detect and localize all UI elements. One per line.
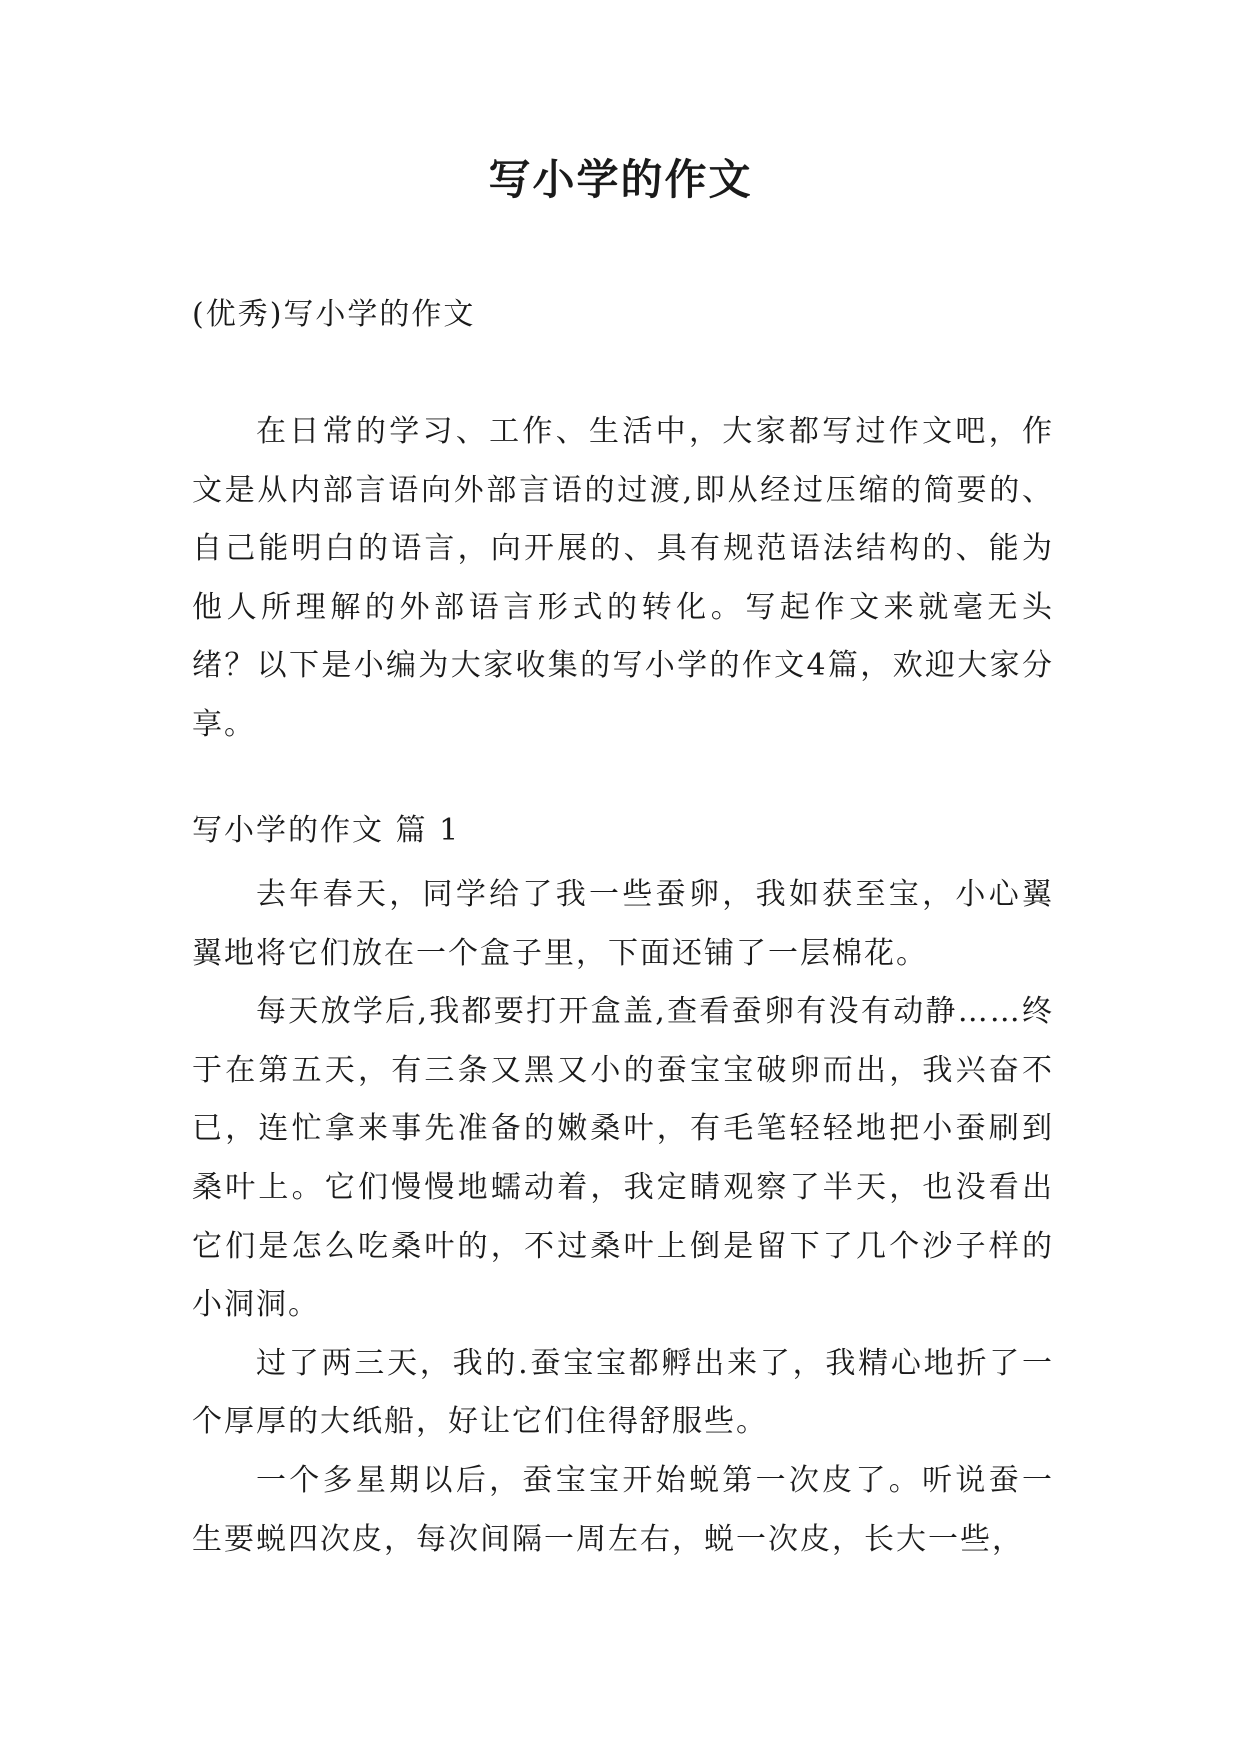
article-paragraph-2: 每天放学后,我都要打开盒盖,查看蚕卵有没有动静……终于在第五天，有三条又黑又小的蚕宝宝破卵而出，我兴奋不已，连忙拿来事先准备的嫩桑叶，有毛笔轻轻地把小蚕刷到桑叶上。它们慢慢地蠕动着，我定睛观察了半天，也没看出它们是怎么吃桑叶的，不过桑叶上倒是留下了几个沙子样的小洞洞。 [192, 994, 1054, 1323]
article-paragraph-1: 去年春天，同学给了我一些蚕卵，我如获至宝，小心翼翼地将它们放在一个盒子里，下面还铺了一层棉花。 [192, 877, 1054, 971]
section-heading: 写小学的作文 篇 1 [192, 813, 461, 848]
document-subtitle: (优秀)写小学的作文 [192, 297, 476, 332]
intro-section [192, 403, 1054, 755]
intro-paragraph: 在日常的学习、工作、生活中，大家都写过作文吧，作文是从内部言语向外部言语的过渡,即从经过压缩的简要的、自己能明白的语言，向开展的、具有规范语法结构的、能为他人所理解的外部语言形式的转化。写起作文来就毫无头绪？以下是小编为大家收集的写小学的作文4篇，欢迎大家分享。 [192, 414, 1054, 742]
article-body [192, 866, 1054, 1569]
document-title: 写小学的作文 [488, 155, 753, 204]
article-paragraph-4: 一个多星期以后，蚕宝宝开始蜕第一次皮了。听说蚕一生要蜕四次皮，每次间隔一周左右，蜕一次皮，长大一些， [192, 1462, 1054, 1557]
article-paragraph-3: 过了两三天，我的.蚕宝宝都孵出来了，我精心地折了一个厚厚的大纸船，好让它们住得舒服些。 [192, 1345, 1054, 1440]
